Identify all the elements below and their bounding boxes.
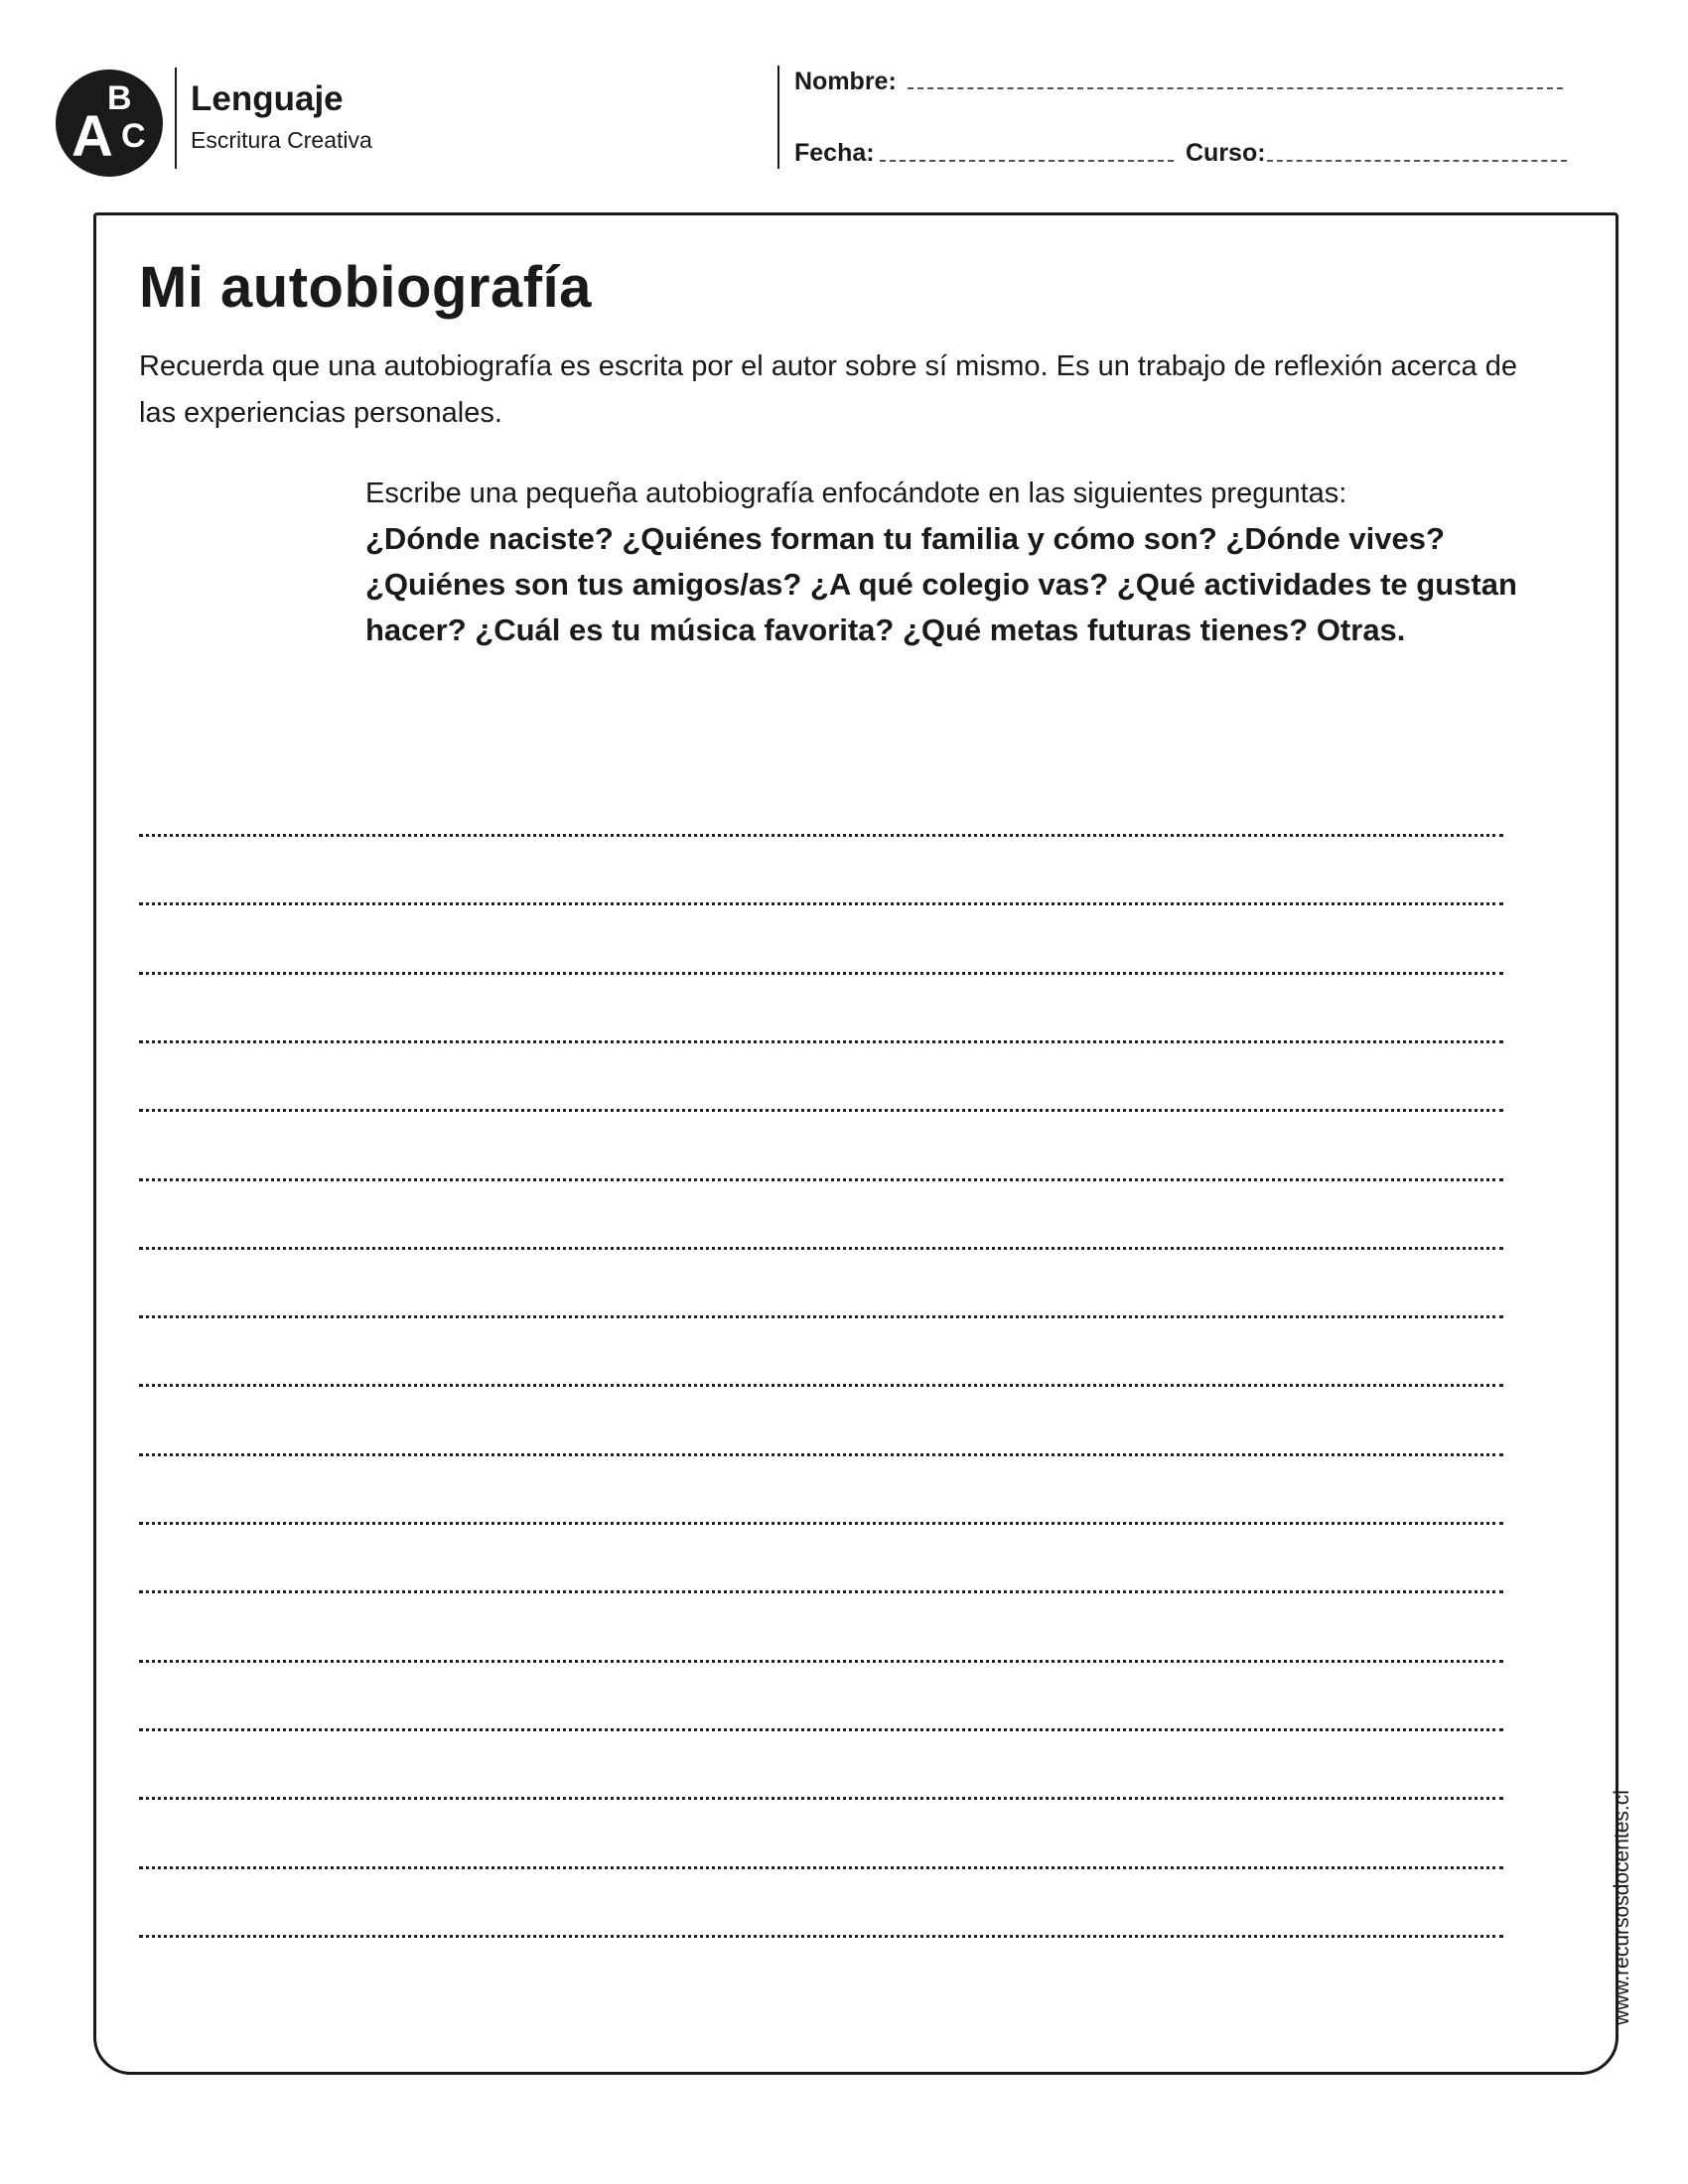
writing-line[interactable] xyxy=(139,1040,1503,1043)
writing-line[interactable] xyxy=(139,1660,1503,1663)
writing-line[interactable] xyxy=(139,1178,1503,1181)
guide-questions: ¿Dónde naciste? ¿Quiénes forman tu familia y cómo son? ¿Dónde vives? ¿Quiénes son tus amigos/as? ¿A qué colegio vas? ¿Qué actividades te gustan hacer? ¿Cuál es tu música favorita? ¿Qué metas futuras tienes? Otras. xyxy=(365,521,1517,647)
writing-line[interactable] xyxy=(139,1247,1503,1250)
date-field[interactable] xyxy=(880,160,1174,162)
abc-logo xyxy=(56,69,163,177)
course-label: Curso: xyxy=(1186,139,1266,167)
name-field[interactable] xyxy=(908,87,1563,89)
instruction-text: Escribe una pequeña autobiografía enfocándote en las siguientes preguntas: xyxy=(365,478,1347,509)
writing-line[interactable] xyxy=(139,902,1503,905)
writing-line[interactable] xyxy=(139,1728,1503,1731)
writing-line[interactable] xyxy=(139,1590,1503,1593)
writing-line[interactable] xyxy=(139,1866,1503,1869)
instructions-block xyxy=(365,471,1557,653)
worksheet-title: Mi autobiografía xyxy=(139,255,592,320)
writing-line[interactable] xyxy=(139,1522,1503,1525)
writing-line[interactable] xyxy=(139,1384,1503,1387)
date-label: Fecha: xyxy=(794,139,875,167)
writing-line[interactable] xyxy=(139,1453,1503,1456)
writing-line[interactable] xyxy=(139,1935,1503,1938)
logo-letter-a: A xyxy=(71,104,113,169)
course-field[interactable] xyxy=(1267,160,1567,162)
writing-line[interactable] xyxy=(139,1315,1503,1318)
logo-letter-c: C xyxy=(121,117,146,155)
writing-line[interactable] xyxy=(139,1797,1503,1800)
logo-letter-b: B xyxy=(107,79,132,117)
website-watermark: www.recursosdocentes.cl xyxy=(1611,1790,1633,2025)
subject-title: Lenguaje xyxy=(191,79,344,118)
header-divider xyxy=(175,68,177,169)
intro-paragraph: Recuerda que una autobiografía es escrita por el autor sobre sí mismo. Es un trabajo de reflexión acerca de las experiencias personales. xyxy=(139,350,1517,429)
name-label: Nombre: xyxy=(794,68,897,95)
header-fields-divider xyxy=(777,66,779,169)
writing-line[interactable] xyxy=(139,1109,1503,1112)
writing-line[interactable] xyxy=(139,972,1503,975)
subject-subtitle: Escritura Creativa xyxy=(191,127,372,153)
writing-line[interactable] xyxy=(139,834,1503,837)
